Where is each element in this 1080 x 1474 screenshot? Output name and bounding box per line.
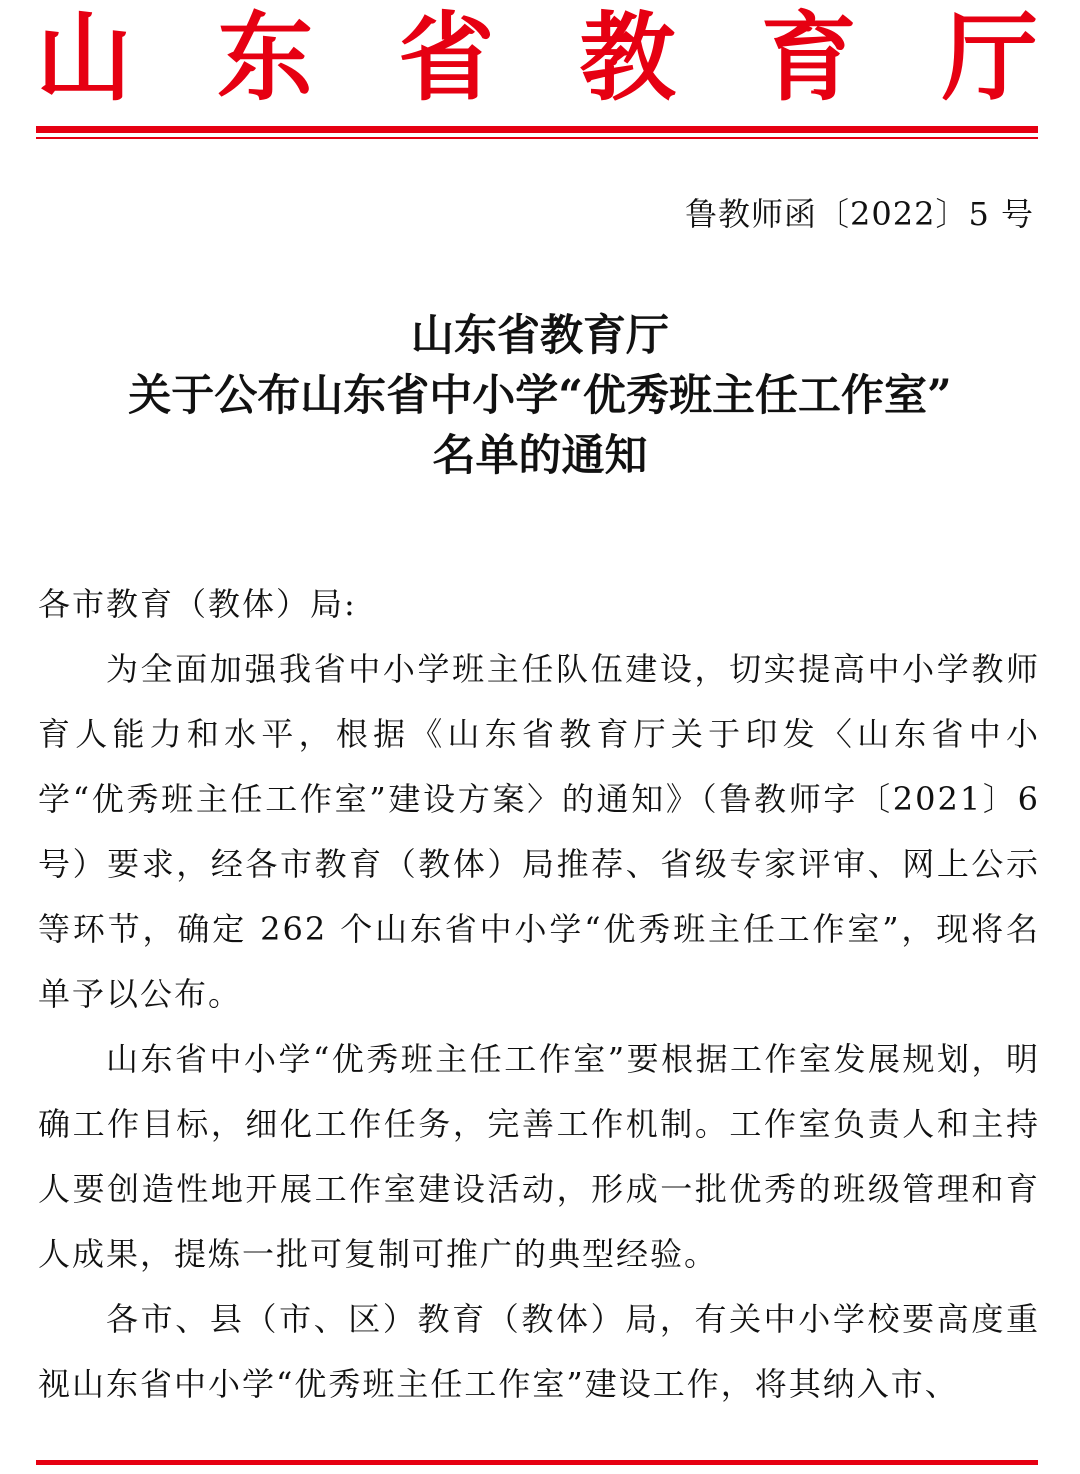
- body-paragraph-1: 为全面加强我省中小学班主任队伍建设，切实提高中小学教师育人能力和水平，根据《山东省教育厅关于印发〈山东省中小学“优秀班主任工作室”建设方案〉的通知》（鲁教师字〔2021〕6 号）要求，经各市教育（教体）局推荐、省级专家评审、网上公示等环节，确定 262 个山东省中小学“优秀班主任工作室”，现将名单予以公布。: [38, 650, 1040, 1013]
- notice-body: [38, 572, 1040, 1417]
- header-divider-thick: [36, 126, 1038, 133]
- document-number: 鲁教师函〔2022〕5 号: [685, 195, 1034, 233]
- notice-title-line-1: 山东省教育厅: [411, 311, 669, 361]
- footer-divider: [36, 1460, 1038, 1465]
- body-paragraph-3: 各市、县（市、区）教育（教体）局，有关中小学校要高度重视山东省中小学“优秀班主任工作室”建设工作，将其纳入市、: [38, 1300, 1040, 1403]
- agency-header-title: 山 东 省 教 育 厅: [36, 1, 1040, 114]
- body-paragraph-2: 山东省中小学“优秀班主任工作室”要根据工作室发展规划，明确工作目标，细化工作任务，完善工作机制。工作室负责人和主持人要创造性地开展工作室建设活动，形成一批优秀的班级管理和育人成果，提炼一批可复制可推广的典型经验。: [38, 1040, 1040, 1273]
- header-divider-thin: [36, 137, 1038, 139]
- notice-title-line-2: 关于公布山东省中小学“优秀班主任工作室”: [128, 371, 952, 421]
- notice-title-line-3: 名单的通知: [432, 431, 648, 481]
- notice-title: [0, 306, 1080, 486]
- salutation: 各市教育（教体）局:: [38, 585, 357, 623]
